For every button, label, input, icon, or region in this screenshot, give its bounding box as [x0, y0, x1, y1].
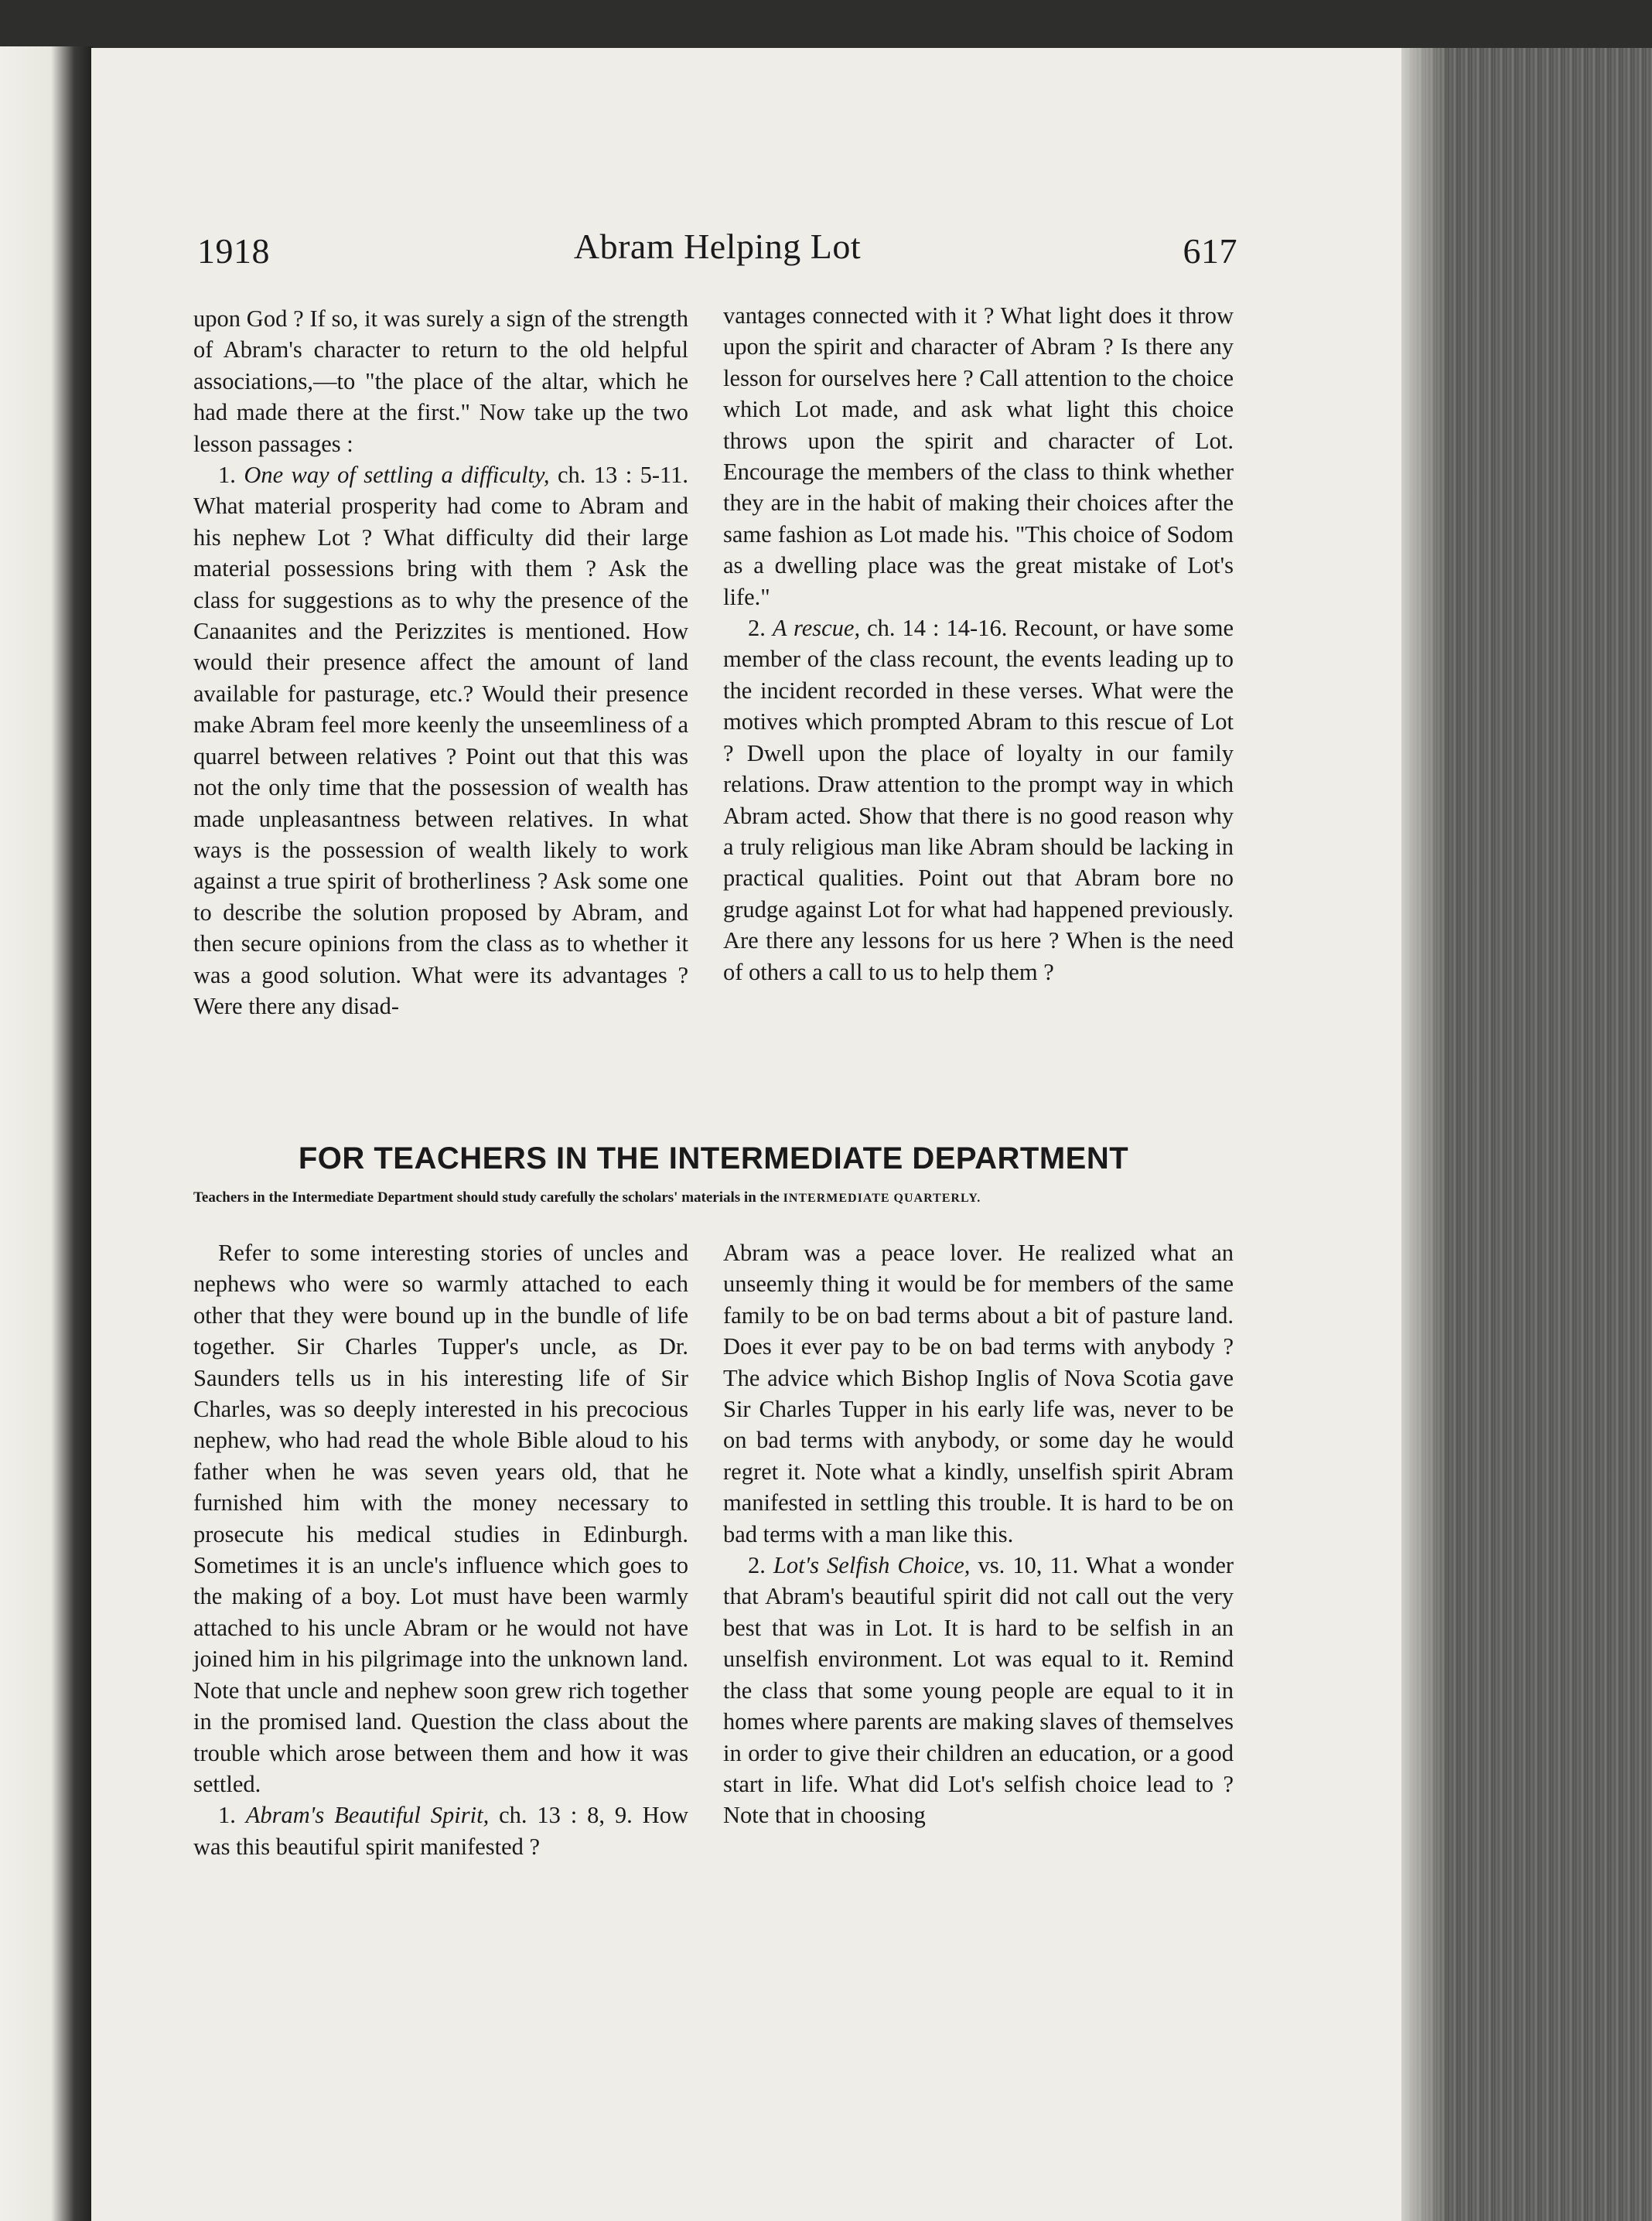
item-title: One way of settling a difficulty, — [244, 462, 550, 489]
paragraph: upon God ? If so, it was surely a sign of the strength of Abram's character to return to the old helpful associations,—to "the place of the altar, which he had made there at the first." Now take up the two lesson passages : — [193, 305, 688, 457]
column-upper-left — [193, 303, 688, 1022]
item-number: 1. — [218, 1802, 236, 1829]
paragraph — [723, 1550, 1234, 1831]
page-title: Abram Helping Lot — [573, 227, 862, 266]
paragraph — [723, 612, 1234, 988]
facing-page-binding — [0, 46, 93, 2221]
quarterly-name: INTERMEDIATE QUARTERLY. — [783, 1192, 981, 1205]
item-title: A rescue, — [772, 615, 861, 642]
column-upper-right — [723, 300, 1234, 988]
running-head — [197, 226, 1237, 272]
header-year: 1918 — [197, 231, 270, 271]
section-heading: FOR TEACHERS IN THE INTERMEDIATE DEPARTMENT — [298, 1141, 1129, 1175]
paragraph: Abram was a peace lover. He realized what an unseemly thing it would be for members of the same family to be on bad terms about a bit of pasture land. Does it ever pay to be on bad terms with anybody ? The advice which Bishop Inglis of Nova Scotia gave Sir Charles Tupper in his early life was, never to be on bad terms with anybody, or some day he would regret it. Note what a kindly, unselfish spirit Abram manifested in settling this trouble. It is hard to be on bad terms with a man like this. — [723, 1240, 1234, 1547]
item-body: ch. 14 : 14-16. Recount, or have some member of the class recount, the events leading up to the incident recorded in these verses. What were the motives which prompted Abram to this rescue of Lot ? Dwell upon the place of loyalty in our family relations. Draw attention to the prompt way in which Abram acted. Show that there is no good reason why a truly religious man like Abram should be lacking in practical qualities. Point out that Abram bore no grudge against Lot for what had happened previously. Are there any lessons for us here ? When is the need of others a call to us to help them ? — [723, 615, 1234, 985]
item-title: Lot's Selfish Choice, — [773, 1552, 971, 1579]
item-title: Abram's Beautiful Spirit, — [245, 1802, 490, 1829]
column-lower-right — [723, 1237, 1234, 1831]
page-number: 617 — [1183, 231, 1237, 271]
scan-top-border — [0, 0, 1652, 53]
item-number: 1. — [218, 462, 236, 489]
item-body: ch. 13 : 5-11. What material prosperity had come to Abram and his nephew Lot ? What difficulty did their large material possessions bring with them ? Ask the class for suggestions as to why the presence of the Canaanites and the Perizzites is mentioned. How would their presence affect the amount of land available for pasturage, etc.? Would their presence make Abram feel more keenly the unseemliness of a quarrel between relatives ? Point out that this was not the only time that the possession of wealth has made unpleasantness between relatives. In what ways is the possession of wealth likely to work against a true spirit of brotherliness ? Ask some one to describe the solution proposed by Abram, and then secure opinions from the class as to whether it was a good solution. What were its advantages ? Were there any disad- — [193, 462, 689, 1019]
item-number: 2. — [748, 1552, 766, 1579]
column-lower-left — [193, 1237, 688, 1862]
paragraph: vantages connected with it ? What light does it throw upon the spirit and character of Abram ? Is there any lesson for ourselves here ? Call attention to the choice which Lot made, and ask what light this choice throws upon the spirit and character of Lot. Encourage the members of the class to think whether they are in the habit of making their choices after the same fashion as Lot made his. "This choice of Sodom as a dwelling place was the great mistake of Lot's life." — [723, 302, 1234, 610]
paragraph — [193, 1800, 688, 1862]
item-body: vs. 10, 11. What a wonder that Abram's beautiful spirit did not call out the very best that was in Lot. It is hard to be selfish in an unselfish environment. Lot was equal to it. Remind the class that some young people are equal to it in homes where parents are making slaves of themselves in order to give their children an education, or a good start in life. What did Lot's selfish choice lead to ? Note that in choosing — [723, 1552, 1234, 1829]
item-number: 2. — [748, 615, 766, 642]
page-stack-edges — [1401, 48, 1652, 2221]
paragraph — [193, 459, 688, 1022]
item-body: ch. 13 : 8, 9. How was this beautiful spirit manifested ? — [193, 1802, 688, 1860]
section-note: Teachers in the Intermediate Department should study carefully the scholars' materials in the INTERMEDIATE QUARTERLY. — [193, 1189, 981, 1206]
paragraph: Refer to some interesting stories of uncles and nephews who were so warmly attached to each other that they were bound up in the bundle of life together. Sir Charles Tupper's uncle, as Dr. Saunders tells us in his interesting life of Sir Charles, was so deeply interested in his precocious nephew, who had read the whole Bible aloud to his father when he was seven years old, that he furnished him with the money necessary to prosecute his medical studies in Edinburgh. Sometimes it is an uncle's influence which goes to the making of a boy. Lot must have been warmly attached to his uncle Abram or he would not have joined him in his pilgrimage into the unknown land. Note that uncle and nephew soon grew rich together in the promised land. Question the class about the trouble which arose between them and how it was settled. — [193, 1240, 688, 1797]
